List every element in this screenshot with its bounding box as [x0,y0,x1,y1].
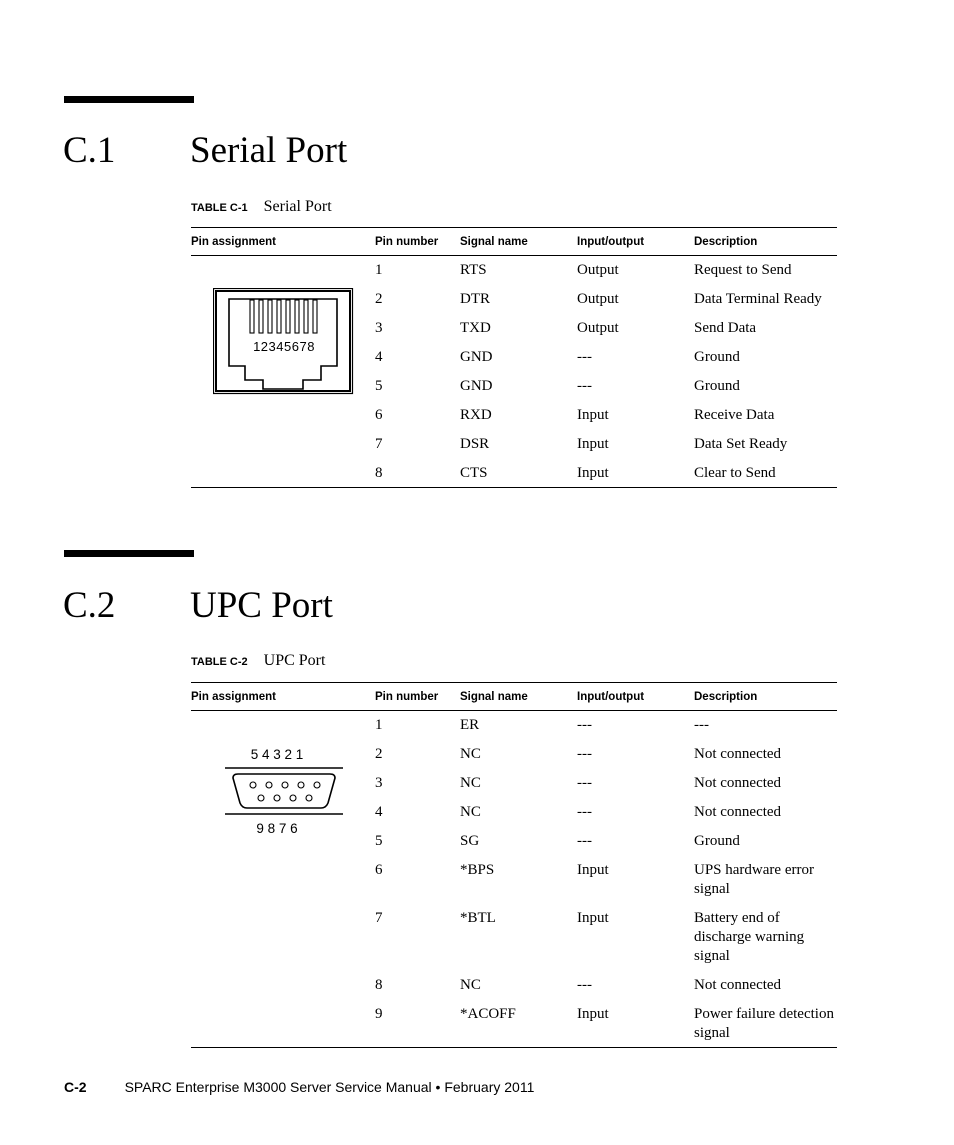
description: --- [694,717,709,733]
upc-port-table [191,682,837,1048]
description: UPS hardware error signal [694,862,814,897]
signal-name: NC [460,977,481,993]
table-caption-2 [191,653,325,669]
signal-name: RXD [460,407,492,423]
pin-number: 1 [375,262,383,278]
description: Receive Data [694,407,775,423]
pin-number: 4 [375,349,383,365]
signal-name: *BPS [460,862,495,878]
description: Ground [694,378,740,394]
db9-top-pin-label: 5 4 3 2 1 [250,747,304,762]
pin-number: 3 [375,775,383,791]
signal-name: ER [460,717,480,733]
table-caption-label-2: TABLE C-2 [191,656,248,668]
input-output: Output [577,320,619,336]
input-output: Output [577,291,619,307]
pin-number: 5 [375,833,383,849]
header-input-output: Input/output [577,683,694,711]
pin-number: 3 [375,320,383,336]
description: Power failure detection signal [694,1000,837,1048]
input-output: Input [577,407,609,423]
signal-name: NC [460,775,481,791]
input-output: Input [577,459,694,488]
table-caption-label-1: TABLE C-1 [191,202,248,214]
signal-name: NC [460,746,481,762]
section-number-1: C.1 [63,130,116,171]
pin-number: 6 [375,862,383,878]
rj45-pin-label: 12345678 [253,339,315,354]
input-output: --- [577,717,592,733]
table-caption-1 [191,199,332,215]
pin-assignment-cell [191,711,375,1048]
footer-text: SPARC Enterprise M3000 Server Service Manual • February 2011 [124,1079,535,1095]
input-output: Output [577,262,619,278]
pin-number: 5 [375,378,383,394]
signal-name: DTR [460,291,490,307]
header-pin-assignment: Pin assignment [191,228,375,256]
input-output: --- [577,746,592,762]
pin-number: 7 [375,436,383,452]
pin-number: 8 [375,977,383,993]
input-output: --- [577,833,592,849]
signal-name: GND [460,349,493,365]
signal-name: DSR [460,436,490,452]
description: Send Data [694,320,757,336]
header-signal-name: Signal name [460,683,577,711]
page-footer [64,1079,534,1095]
pin-number: 2 [375,291,383,307]
input-output: Input [577,1000,694,1048]
header-description: Description [694,683,837,711]
header-pin-assignment: Pin assignment [191,683,375,711]
table-row [191,256,837,286]
header-pin-number: Pin number [375,228,460,256]
signal-name: *ACOFF [460,1000,577,1048]
header-description: Description [694,228,837,256]
pin-number: 6 [375,407,383,423]
pin-number: 4 [375,804,383,820]
section-number-2: C.2 [63,585,116,626]
description: Request to Send [694,262,792,278]
page-number: C-2 [64,1079,87,1095]
signal-name: CTS [460,459,577,488]
header-signal-name: Signal name [460,228,577,256]
signal-name: TXD [460,320,491,336]
description: Battery end of discharge warning signal [694,910,805,964]
signal-name: SG [460,833,480,849]
input-output: Input [577,862,609,878]
header-pin-number: Pin number [375,683,460,711]
pin-number: 8 [375,459,460,488]
table-row [191,711,837,741]
input-output: Input [577,436,609,452]
description: Ground [694,833,740,849]
description: Not connected [694,746,782,762]
description: Not connected [694,977,782,993]
input-output: --- [577,775,592,791]
section-rule-2 [64,550,194,557]
description: Clear to Send [694,459,837,488]
header-input-output: Input/output [577,228,694,256]
db9-bottom-pin-label: 9 8 7 6 [256,821,298,836]
section-rule-1 [64,96,194,103]
pin-number: 9 [375,1000,460,1048]
description: Data Terminal Ready [694,291,822,307]
signal-name: RTS [460,262,487,278]
pin-assignment-cell [191,256,375,488]
pin-number: 1 [375,717,383,733]
description: Data Set Ready [694,436,788,452]
section-title-2: UPC Port [190,585,333,626]
db9-connector-diagram [221,741,391,861]
pin-number: 2 [375,746,383,762]
signal-name: *BTL [460,910,496,926]
table-caption-text-1: Serial Port [263,198,332,215]
signal-name: NC [460,804,481,820]
section-title-1: Serial Port [190,130,348,171]
input-output: --- [577,349,592,365]
signal-name: GND [460,378,493,394]
input-output: --- [577,804,592,820]
input-output: --- [577,977,592,993]
input-output: Input [577,910,609,926]
description: Not connected [694,775,782,791]
description: Not connected [694,804,782,820]
table-caption-text-2: UPC Port [263,652,326,669]
pin-number: 7 [375,910,383,926]
rj45-connector-diagram [213,288,383,408]
input-output: --- [577,378,592,394]
description: Ground [694,349,740,365]
serial-port-table [191,227,837,488]
